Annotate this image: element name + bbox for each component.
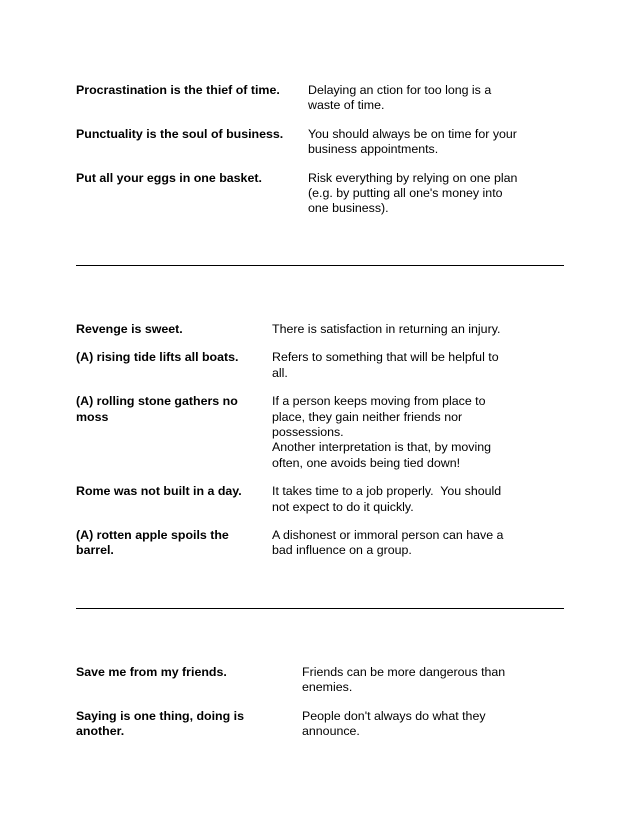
proverb-entry [76,322,564,337]
proverb-entry [76,484,564,515]
proverb-definition: You should always be on time for your business appointments. [308,126,517,157]
proverb-entry [76,171,564,217]
proverb-entry [76,709,564,740]
proverb-term: (A) rising tide lifts all boats. [76,350,239,365]
proverb-entry [76,83,564,114]
proverb-definition: Risk everything by relying on one plan (e.g. by putting all one's money into one business). [308,170,518,216]
proverb-section-1 [76,83,564,217]
proverb-entry [76,665,564,696]
proverb-term: Save me from my friends. [76,665,227,679]
proverb-term: Rome was not built in a day. [76,484,242,499]
proverb-definition: Friends can be more dangerous than enemies. [302,665,506,695]
proverb-term: Punctuality is the soul of business. [76,126,284,141]
proverb-term: Saying is one thing, doing is another. [76,708,244,739]
proverb-definition: Delaying an ction for too long is a waste of time. [308,83,492,113]
proverb-entry [76,127,564,158]
section-divider [76,608,564,609]
proverb-section-2 [76,322,564,559]
proverb-definition: People don't always do what they announce. [302,708,486,739]
proverb-section-3 [76,665,564,740]
proverb-definition: It takes time to a job properly. You should not expect to do it quickly. [272,484,502,514]
proverb-definition: A dishonest or immoral person can have a bad influence on a group. [272,528,504,558]
proverb-definition: If a person keeps moving from place to place, they gain neither friends nor possessions. Another interpretation is that, by moving often, one avoids being tied down! [272,394,492,470]
section-divider [76,265,564,266]
proverb-term: Procrastination is the thief of time. [76,83,280,97]
proverb-definition: There is satisfaction in returning an injury. [272,322,501,336]
proverb-term: Revenge is sweet. [76,322,183,336]
proverb-definition: Refers to something that will be helpful to all. [272,350,499,380]
proverb-entry [76,394,564,471]
proverb-entry [76,528,564,559]
proverb-entry [76,350,564,381]
proverb-term: (A) rotten apple spoils the barrel. [76,528,229,558]
proverb-term: (A) rolling stone gathers no moss [76,394,238,424]
proverb-term: Put all your eggs in one basket. [76,170,262,185]
